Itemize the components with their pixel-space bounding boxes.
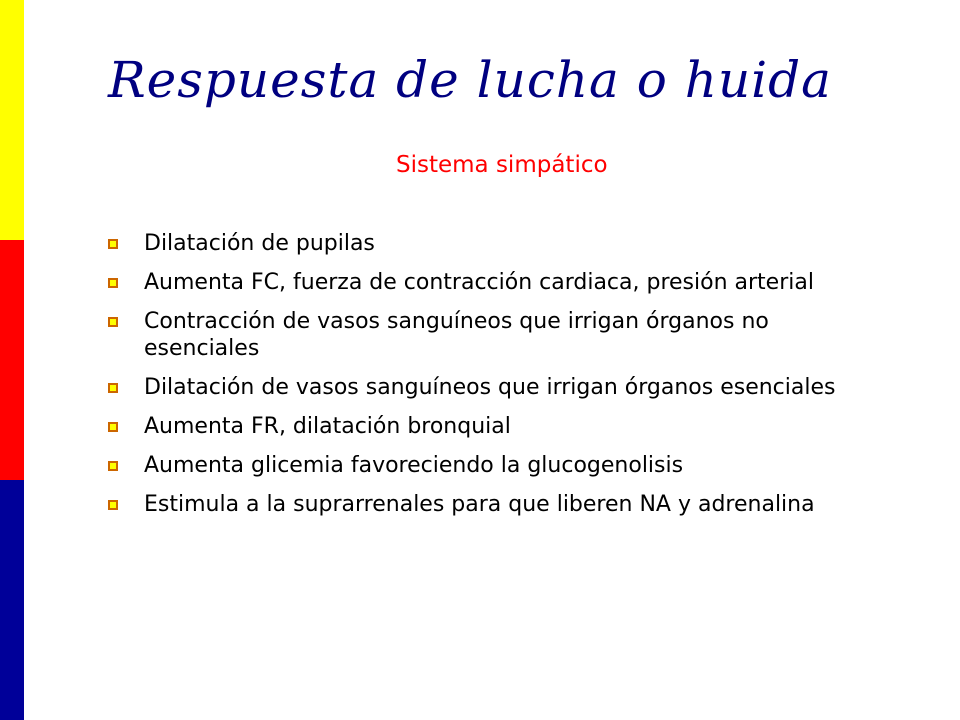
square-bullet-icon: [108, 422, 118, 432]
square-bullet-icon: [108, 461, 118, 471]
slide-subtitle: Sistema simpático: [396, 152, 608, 178]
bullet-item: [104, 269, 864, 296]
square-bullet-icon: [108, 278, 118, 288]
bullet-text: Aumenta FC, fuerza de contracción cardiaca, presión arterial: [144, 270, 814, 295]
side-bar-red-band: [0, 240, 24, 480]
bullet-text: Contracción de vasos sanguíneos que irrigan órganos no esenciales: [144, 309, 769, 361]
bullet-list: [104, 230, 864, 530]
bullet-item: [104, 308, 864, 362]
square-bullet-icon: [108, 500, 118, 510]
color-side-bar: [0, 0, 24, 720]
square-bullet-icon: [108, 317, 118, 327]
side-bar-blue-band: [0, 480, 24, 720]
bullet-text: Estimula a la suprarrenales para que liberen NA y adrenalina: [144, 492, 815, 517]
slide-title: Respuesta de lucha o huida: [108, 51, 832, 109]
bullet-item: [104, 413, 864, 440]
square-bullet-icon: [108, 239, 118, 249]
bullet-text: Dilatación de vasos sanguíneos que irrigan órganos esenciales: [144, 375, 836, 400]
bullet-text: Aumenta glicemia favoreciendo la glucogenolisis: [144, 453, 684, 478]
square-bullet-icon: [108, 383, 118, 393]
bullet-item: [104, 230, 864, 257]
bullet-item: [104, 452, 864, 479]
bullet-item: [104, 491, 864, 518]
bullet-text: Aumenta FR, dilatación bronquial: [144, 414, 511, 439]
side-bar-yellow-band: [0, 0, 24, 240]
bullet-text: Dilatación de pupilas: [144, 231, 375, 256]
bullet-item: [104, 374, 864, 401]
